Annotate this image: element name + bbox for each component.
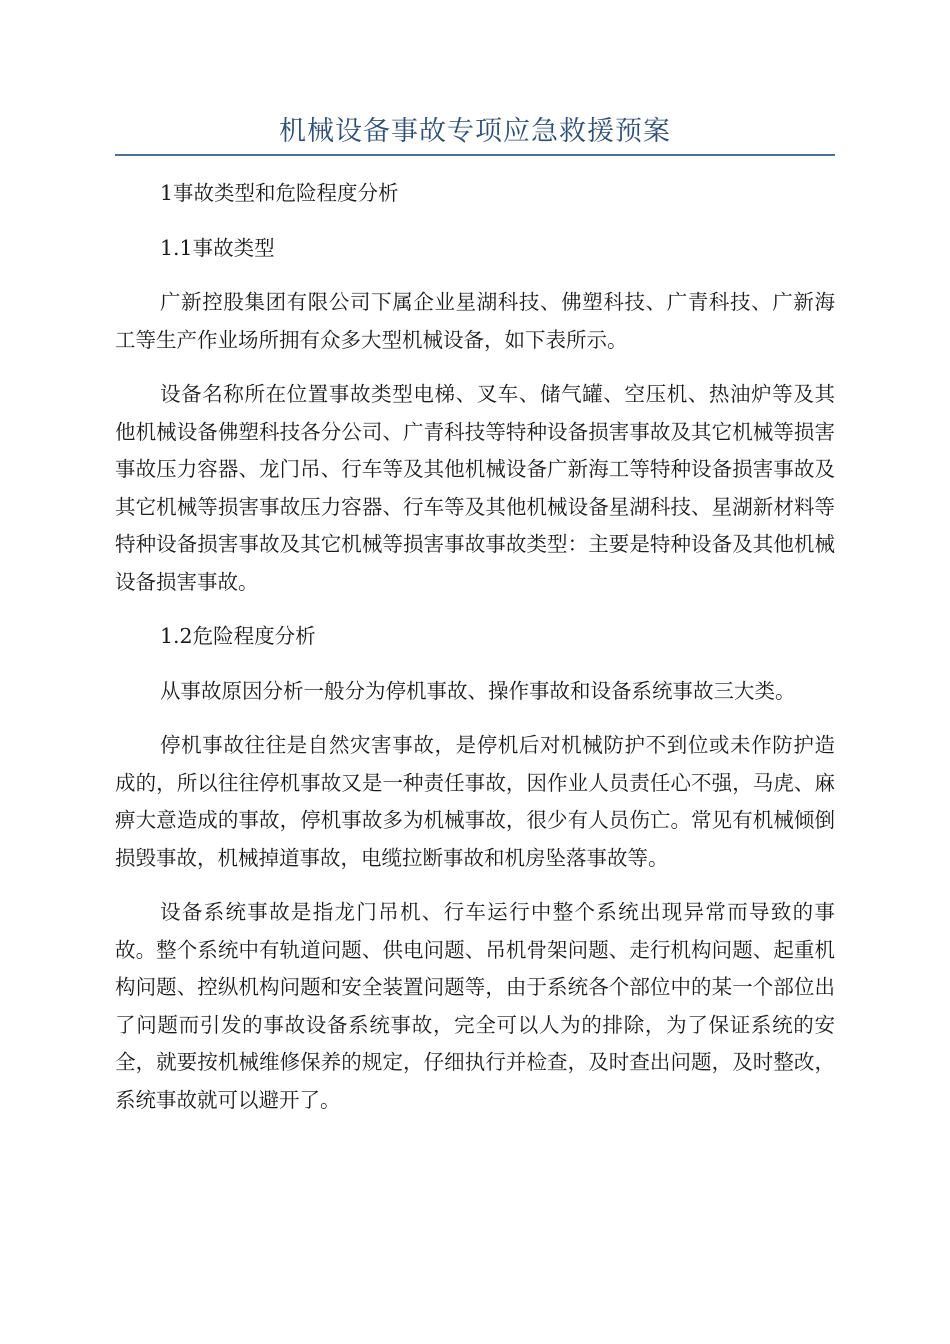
section-heading-1-1: 1.1事故类型 bbox=[160, 235, 275, 260]
paragraph-accident-causes: 从事故原因分析一般分为停机事故、操作事故和设备系统事故三大类。 bbox=[160, 678, 796, 703]
title-underline bbox=[115, 154, 835, 156]
paragraph-equipment-table-text: 设备名称所在位置事故类型电梯、叉车、储气罐、空压机、热油炉等及其他机械设备佛塑科技各分公司、广青科技等特种设备损害事故及其它机械等损害事故压力容器、龙门吊、行车等及其他机械设备广新海工等特种设备损害事故及其它机械等损害事故压力容器、行车等及其他机械设备星湖科技、星湖新材料等特种设备损害事故及其它机械等损害事故事故类型：主要是特种设备及其他机械设备损害事故。 bbox=[115, 382, 835, 594]
section-heading-1: 1事故类型和危险程度分析 bbox=[160, 181, 399, 205]
document-body bbox=[115, 175, 835, 1119]
paragraph-system-accidents: 设备系统事故是指龙门吊机、行车运行中整个系统出现异常而导致的事故。整个系统中有轨道问题、供电问题、吊机骨架问题、走行机构问题、起重机构问题、控纵机构问题和安全装置问题等，由于系统各个部位中的某一个部位出了问题而引发的事故设备系统事故，完全可以人为的排除，为了保证系统的安全，就要按机械维修保养的规定，仔细执行并检查，及时查出问题，及时整改，系统事故就可以避开了。 bbox=[115, 900, 835, 1112]
paragraph-companies: 广新控股集团有限公司下属企业星湖科技、佛塑科技、广青科技、广新海工等生产作业场所拥有众多大型机械设备，如下表所示。 bbox=[115, 290, 835, 352]
paragraph-shutdown-accidents: 停机事故往往是自然灾害事故，是停机后对机械防护不到位或未作防护造成的，所以往往停机事故又是一种责任事故，因作业人员责任心不强，马虎、麻痹大意造成的事故，停机事故多为机械事故，很少有人员伤亡。常见有机械倾倒损毁事故，机械掉道事故，电缆拉断事故和机房坠落事故等。 bbox=[115, 733, 835, 870]
section-heading-1-2: 1.2危险程度分析 bbox=[160, 624, 316, 648]
document-title: 机械设备事故专项应急救援预案 bbox=[279, 116, 671, 147]
